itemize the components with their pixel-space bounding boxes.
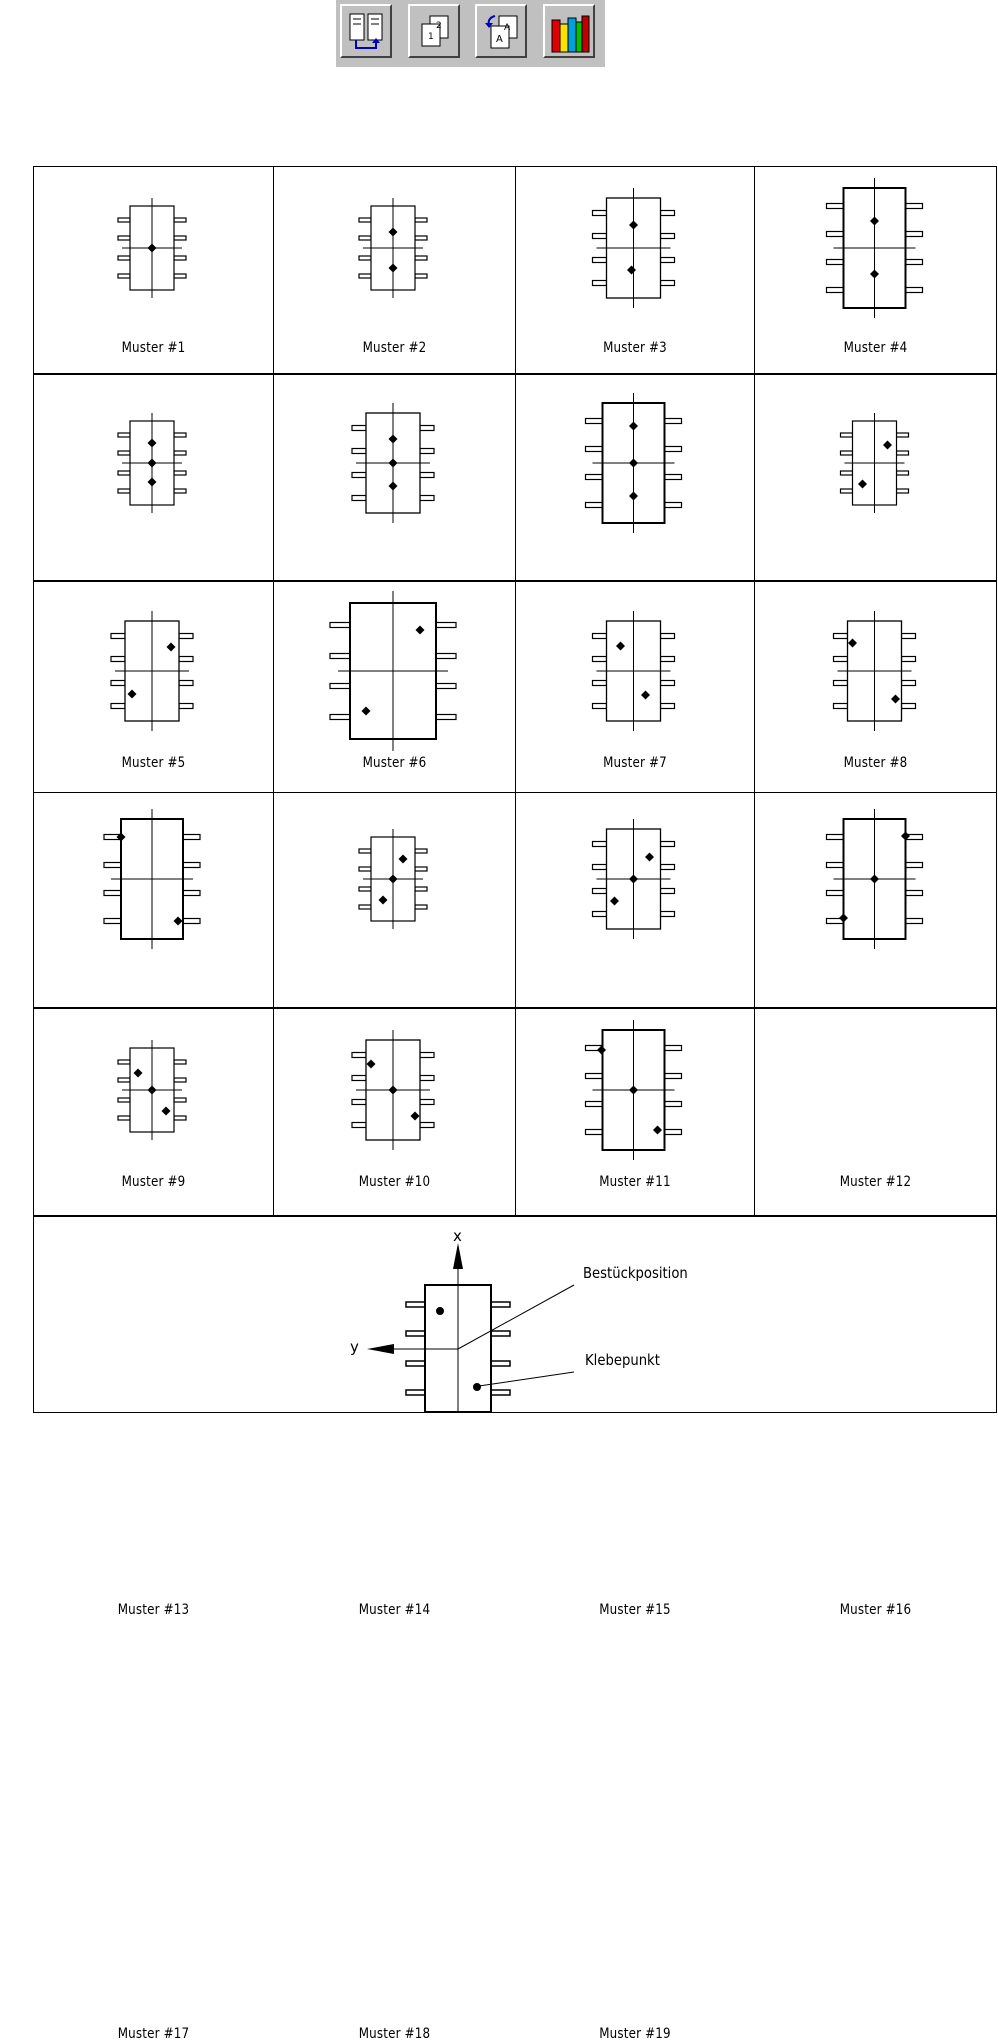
pin-right [665, 447, 682, 452]
pin-right [665, 419, 682, 424]
pin-right [661, 865, 675, 870]
pattern-label: Muster #12 [839, 1174, 912, 1190]
pattern-label: Muster #4 [843, 340, 908, 356]
pin-left [359, 887, 371, 891]
pin-right [179, 704, 193, 709]
pin-right [183, 835, 200, 840]
pin-right [420, 426, 434, 431]
pin-left [841, 489, 853, 493]
pin-left [118, 218, 130, 222]
pattern-grid [33, 166, 997, 2042]
pin-left [359, 867, 371, 871]
pin-right [174, 1078, 186, 1082]
pin-left [352, 1076, 366, 1081]
pin-left [406, 1302, 425, 1307]
pin-right [174, 1060, 186, 1064]
pin-right [902, 704, 916, 709]
pin-right [436, 623, 456, 628]
pin-right [174, 1098, 186, 1102]
pin-right [420, 1100, 434, 1105]
pin-right [665, 1130, 682, 1135]
component-drawing [593, 611, 675, 731]
pin-left [352, 1053, 366, 1058]
component-drawing [352, 1030, 434, 1150]
component-drawing [834, 611, 916, 731]
pin-left [330, 654, 350, 659]
pin-left [827, 232, 844, 237]
pin-left [118, 451, 130, 455]
pin-left [834, 634, 848, 639]
pin-right [897, 451, 909, 455]
pin-right [491, 1390, 510, 1395]
pin-right [420, 496, 434, 501]
layout-view-icon [348, 12, 386, 52]
pattern-figure [755, 375, 998, 582]
pin-right [420, 1076, 434, 1081]
pin-left [586, 447, 603, 452]
pattern-cell [515, 166, 754, 373]
svg-text:A: A [496, 34, 503, 45]
pin-left [834, 657, 848, 662]
pin-right [415, 887, 427, 891]
pin-left [593, 634, 607, 639]
pin-right [174, 1116, 186, 1120]
pin-left [827, 204, 844, 209]
pin-left [406, 1331, 425, 1336]
pattern-label: Muster #2 [362, 340, 427, 356]
svg-text:A: A [504, 23, 511, 33]
pin-right [665, 1074, 682, 1079]
page-numbering-icon [416, 12, 454, 52]
component-drawing [841, 413, 909, 513]
pattern-label: Muster #19 [599, 2026, 671, 2042]
x-axis-arrow-icon [453, 1243, 463, 1269]
pin-right [661, 211, 675, 216]
pin-left [330, 684, 350, 689]
pin-right [491, 1331, 510, 1336]
component-drawing [359, 198, 427, 298]
pin-left [352, 1100, 366, 1105]
pin-right [174, 471, 186, 475]
pin-left [593, 889, 607, 894]
pin-left [111, 681, 125, 686]
pattern-label: Muster #7 [603, 755, 667, 771]
pin-left [118, 1098, 130, 1102]
pattern-cell [754, 580, 997, 1190]
pattern-cell [515, 580, 754, 1190]
pin-right [906, 863, 923, 868]
pin-left [118, 1078, 130, 1082]
pin-left [118, 1116, 130, 1120]
pin-left [118, 471, 130, 475]
pin-left [330, 623, 350, 628]
pattern-figure [516, 582, 755, 794]
pattern-cell [33, 580, 273, 1190]
pin-right [491, 1302, 510, 1307]
pattern-label: Muster #17 [117, 2026, 190, 2042]
pin-right [661, 912, 675, 917]
component-drawing [586, 1020, 682, 1160]
pattern-figure [755, 582, 998, 794]
pin-right [897, 471, 909, 475]
pin-right [661, 657, 675, 662]
pin-right [897, 433, 909, 437]
pin-right [661, 281, 675, 286]
svg-text:2: 2 [436, 21, 442, 31]
pin-right [665, 475, 682, 480]
pin-right [906, 891, 923, 896]
pin-right [665, 1102, 682, 1107]
pattern-label: Muster #16 [839, 1602, 912, 1618]
pin-right [661, 842, 675, 847]
pattern-cell [754, 166, 997, 373]
pin-left [593, 865, 607, 870]
pin-left [111, 634, 125, 639]
pin-right [436, 654, 456, 659]
pin-right [661, 889, 675, 894]
pin-right [906, 260, 923, 265]
pattern-figure [274, 582, 516, 794]
pin-right [179, 634, 193, 639]
pin-right [661, 234, 675, 239]
pattern-label: Muster #10 [358, 1174, 431, 1190]
pattern-label: Muster #8 [843, 755, 908, 771]
pin-left [586, 1074, 603, 1079]
pin-right [179, 657, 193, 662]
pin-left [406, 1390, 425, 1395]
pattern-label: Muster #14 [358, 1602, 431, 1618]
pin-right [174, 489, 186, 493]
pattern-label: Muster #6 [362, 755, 427, 771]
pattern-figure [34, 1009, 274, 1217]
pin-left [359, 274, 371, 278]
component-drawing [359, 829, 427, 929]
pin-left [104, 891, 121, 896]
pin-left [593, 657, 607, 662]
pin-right [906, 288, 923, 293]
pin-left [406, 1361, 425, 1366]
pattern-figure [755, 793, 998, 1008]
pin-right [415, 867, 427, 871]
pin-left [330, 715, 350, 720]
pin-left [586, 1102, 603, 1107]
pin-left [118, 1060, 130, 1064]
glue-leader-line [479, 1372, 574, 1386]
pin-left [586, 419, 603, 424]
pin-left [352, 426, 366, 431]
component-drawing [118, 198, 186, 298]
pin-left [111, 657, 125, 662]
pin-left [841, 433, 853, 437]
pattern-figure [274, 1009, 516, 1217]
toolbar-button-replace[interactable] [475, 4, 527, 58]
pattern-figure [34, 375, 274, 582]
library-books-icon [551, 12, 591, 56]
glue-dot [436, 1307, 444, 1315]
pin-right [902, 681, 916, 686]
pin-left [586, 475, 603, 480]
empty-cell [754, 1007, 997, 1215]
pin-right [420, 473, 434, 478]
pin-right [420, 449, 434, 454]
pin-right [415, 256, 427, 260]
pin-right [906, 919, 923, 924]
pin-left [111, 704, 125, 709]
pin-left [841, 451, 853, 455]
y-axis-label: y [350, 1338, 359, 1356]
pattern-label: Muster #9 [121, 1174, 186, 1190]
pin-left [593, 912, 607, 917]
pin-right [661, 634, 675, 639]
component-drawing [593, 188, 675, 308]
y-axis-arrow-icon [367, 1344, 394, 1354]
svg-text:1: 1 [428, 32, 434, 42]
pin-left [593, 281, 607, 286]
pin-right [415, 218, 427, 222]
pin-left [118, 433, 130, 437]
pin-left [827, 835, 844, 840]
component-drawing [330, 591, 456, 751]
pattern-cell [515, 373, 754, 771]
pin-right [174, 218, 186, 222]
glue-point-label: Klebepunkt [585, 1351, 660, 1369]
pin-right [902, 634, 916, 639]
pin-right [174, 236, 186, 240]
pin-left [593, 211, 607, 216]
pin-left [352, 1123, 366, 1128]
pin-left [593, 842, 607, 847]
pin-right [415, 274, 427, 278]
component-drawing [111, 611, 193, 731]
glue-dot [473, 1383, 481, 1391]
pin-right [902, 657, 916, 662]
pattern-label: Muster #18 [358, 2026, 431, 2042]
pin-left [834, 704, 848, 709]
pin-right [420, 1053, 434, 1058]
pin-left [104, 919, 121, 924]
pin-right [415, 236, 427, 240]
text-replace-icon [483, 12, 521, 52]
pattern-label: Muster #13 [117, 1602, 190, 1618]
pin-left [352, 496, 366, 501]
pin-left [352, 449, 366, 454]
pattern-label: Muster #11 [599, 1174, 671, 1190]
pin-right [661, 704, 675, 709]
pattern-figure [274, 375, 516, 582]
pattern-cell [273, 580, 515, 1190]
legend-cell [33, 1215, 997, 1413]
pin-right [174, 274, 186, 278]
pin-right [665, 503, 682, 508]
pin-right [665, 1046, 682, 1051]
pin-right [183, 891, 200, 896]
toolbar-button-library[interactable] [543, 4, 595, 58]
pattern-label: Muster #5 [121, 755, 186, 771]
pin-left [359, 218, 371, 222]
pin-right [906, 204, 923, 209]
pin-right [179, 681, 193, 686]
toolbar [336, 0, 605, 67]
pattern-label: Muster #3 [603, 340, 667, 356]
pin-right [183, 919, 200, 924]
pin-right [906, 232, 923, 237]
component-drawing [352, 403, 434, 523]
component-drawing [586, 393, 682, 533]
pin-right [174, 433, 186, 437]
pattern-label: Muster #1 [121, 340, 186, 356]
pin-left [359, 256, 371, 260]
pin-left [118, 489, 130, 493]
placement-position-label: Bestückposition [583, 1264, 688, 1282]
component-drawing [118, 1040, 186, 1140]
pattern-figure [516, 793, 755, 1008]
pattern-figure [34, 793, 274, 1008]
pin-right [174, 451, 186, 455]
toolbar-button-layout[interactable] [340, 4, 392, 58]
pin-left [104, 863, 121, 868]
pin-left [118, 256, 130, 260]
pin-left [118, 236, 130, 240]
component-drawing [104, 809, 200, 949]
pattern-cell [754, 373, 997, 771]
pattern-cell [33, 373, 273, 771]
pin-left [593, 704, 607, 709]
pin-left [118, 274, 130, 278]
pin-right [183, 863, 200, 868]
pattern-label: Muster #15 [599, 1602, 671, 1618]
pin-left [827, 288, 844, 293]
component-drawing [593, 819, 675, 939]
pin-right [661, 258, 675, 263]
pin-right [174, 256, 186, 260]
pin-right [661, 681, 675, 686]
pin-right [415, 905, 427, 909]
pin-right [436, 715, 456, 720]
pin-left [352, 473, 366, 478]
pattern-figure [34, 582, 274, 794]
pin-right [491, 1361, 510, 1366]
pin-left [593, 258, 607, 263]
pin-left [359, 849, 371, 853]
pin-left [593, 234, 607, 239]
pin-left [586, 503, 603, 508]
pattern-cell [273, 166, 515, 373]
component-drawing [827, 809, 923, 949]
pin-right [897, 489, 909, 493]
pattern-figure [516, 375, 755, 582]
pin-left [586, 1130, 603, 1135]
pin-left [827, 863, 844, 868]
pin-left [593, 681, 607, 686]
pattern-cell [273, 373, 515, 771]
component-drawing [827, 178, 923, 318]
pattern-cell [33, 166, 273, 373]
pin-left [834, 681, 848, 686]
pin-left [359, 236, 371, 240]
pin-left [827, 260, 844, 265]
x-axis-label: x [453, 1227, 462, 1245]
pin-right [415, 849, 427, 853]
pattern-figure [274, 793, 516, 1008]
pin-left [827, 891, 844, 896]
pattern-figure [516, 1009, 755, 1217]
pin-left [359, 905, 371, 909]
toolbar-button-pages[interactable] [408, 4, 460, 58]
component-drawing [118, 413, 186, 513]
pin-right [420, 1123, 434, 1128]
legend-figure [34, 1217, 998, 1415]
pin-left [841, 471, 853, 475]
pin-right [436, 684, 456, 689]
